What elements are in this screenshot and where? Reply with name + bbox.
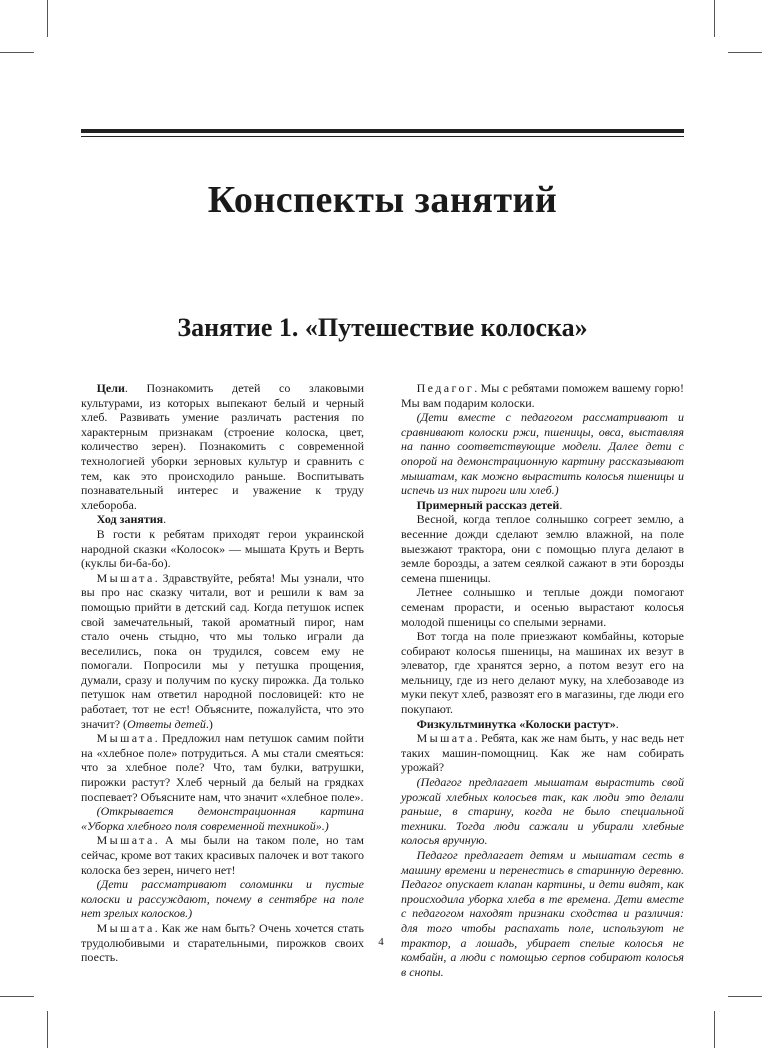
story-label: Примерный рассказ детей: [416, 497, 560, 512]
crop-mark: [728, 52, 762, 53]
chapter-title: Конспекты занятий: [207, 179, 558, 221]
crop-mark: [0, 996, 34, 997]
mice-speech-5: [401, 731, 684, 775]
stage-direction-3: (Дети вместе с педагогом рассматривают и сравнивают колоски ржи, пшеницы, овса, выставляя на панно соответствующие модели. Далее дети с опорой на демонстрационную картину рассказывают мышатам, как можно вырастить колосья пшеницы и испечь из них пироги или хлеб.): [401, 410, 684, 498]
crop-mark: [47, 0, 48, 37]
speech-text: . Ребята, как же нам быть, у нас ведь нет таких машин-помощниц. Как же нам собирать урожай?: [401, 731, 684, 775]
mice-speech-2: [81, 731, 364, 804]
speech-text: . Предложил нам петушок самим пойти на «хлебное поле» потрудиться. А мы стали смеяться: что за хлебное поле? Что, там булки, ватрушки, пирожки растут? Хлеб черный да белый на грядках поспевает? Объясните нам, что значит «хлебное поле».: [81, 731, 364, 804]
story-heading: [401, 498, 684, 513]
stage-direction-1: (Открывается демонстрационная картина «Уборка хлебного поля современной техникой».): [81, 804, 364, 833]
header-rule-thin: [81, 136, 684, 137]
story-paragraph-3: Вот тогда на поле приезжают комбайны, которые собирают колосья пшеницы, на машинах их везут в элеватор, где хранятся зерно, а потом везут его на мельницу, где из него делают муку, на хлебозаводе из муки пекут хлеб, развозят его в магазины, где люди его покупают.: [401, 629, 684, 717]
speech-text: . Как же нам быть? Очень хочется стать трудолюбивыми и старательными, пирожков своих поесть.: [81, 920, 364, 965]
intro-paragraph: В гости к ребятам приходят герои украинской народной сказки «Колосок» — мышата Круть и Верть (куклы би-ба-бо).: [81, 526, 364, 571]
right-column: [401, 381, 684, 979]
speaker-mice: Мышата: [96, 920, 155, 935]
crop-mark: [714, 0, 715, 37]
goals-label: Цели: [96, 381, 125, 395]
stage-direction-5: Педагог предлагает детям и мышатам сесть в машину времени и перенестись в старинную деревню. Педагог опускает клапан картины, и дети видят, как происходила уборка хлеба в те времена. Дети вместе с педагогом находят признаки сходства и различия: для того чтобы распахать поле, используют не трактор, а лошадь, убирает спелые колосья не комбайн, а люди с помощью серпов собирают колосья в снопы.: [401, 848, 684, 979]
speaker-mice: Мышата: [96, 570, 155, 585]
speaker-mice: Мышата: [416, 731, 475, 746]
phys-heading: [401, 717, 684, 732]
speech-text: . А мы были на таком поле, но там сейчас, кроме вот таких красивых палочек и вот такого колоска без зерен, ничего нет!: [81, 833, 364, 877]
crop-mark: [714, 1011, 715, 1048]
speech-italic: Ответы детей: [127, 716, 206, 731]
header-rule-thick: [81, 129, 684, 133]
left-column: [81, 381, 364, 965]
teacher-speech-1: [401, 381, 684, 410]
course-label: Ход занятия: [96, 512, 164, 527]
speech-end: .): [205, 716, 213, 731]
speaker-mice: Мышата: [96, 833, 155, 848]
crop-mark: [0, 52, 34, 53]
mice-speech-1: [81, 571, 364, 732]
story-dot: .: [559, 497, 563, 512]
phys-dot: .: [615, 716, 619, 731]
course-heading: [81, 512, 364, 527]
phys-label: Физкультминутка «Колоски растут»: [416, 716, 616, 731]
speech-text: . Мы с ребятами поможем вашему горю! Мы вам подарим колоски.: [401, 381, 684, 410]
lesson-title: Занятие 1. «Путешествие колоска»: [177, 313, 588, 342]
speaker-teacher: Педагог: [416, 381, 475, 395]
page-number: 4: [378, 936, 384, 948]
speech-text: . Здравствуйте, ребята! Мы узнали, что вы про нас сказку читали, вот и решили к вам за помощью прийти в детский сад. Когда петушок испек свой замечательный, такой ароматный пирог, нам стало очень стыдно, что мы только играли да веселились, пока он трудился, совсем ему не помогали. Попросили мы у петушка прощения, думали, сразу и получим по куску пирожка. Да только петушок нам ответил народной пословицей: кто не работает, тот не ест! Объясните, пожалуйста, что это значит? (: [81, 570, 364, 731]
stage-direction-2: (Дети рассматривают соломинки и пустые колоски и рассуждают, почему в сентябре на поле нет зрелых колосков.): [81, 877, 364, 921]
crop-mark: [47, 1011, 48, 1048]
story-paragraph-1: Весной, когда теплое солнышко согреет землю, а весенние дожди сделают землю влажной, на поле выезжают трактора, они с помощью плуга делают в земле борозды, а затем сеялкой сажают в эти борозды семена пшеницы.: [401, 512, 684, 585]
speaker-mice: Мышата: [96, 731, 155, 746]
story-paragraph-2: Летнее солнышко и теплые дожди помогают семенам прорасти, и осенью вырастают колосья молодой пшеницы со спелыми зернами.: [401, 585, 684, 629]
goals-paragraph: [81, 381, 364, 512]
goals-text: . Познакомить детей со злаковыми культурами, из которых выпекают белый и черный хлеб. Развивать умение различать растения по характерным признакам (строение колоска, цвет, количество зерен). Познакомить с современной технологией уборки зерновых культур и сравнить с тем, как это происходило раньше. Воспитывать познавательный интерес и уважение к труду хлебороба.: [81, 381, 364, 512]
course-dot: .: [163, 512, 167, 527]
mice-speech-3: [81, 833, 364, 877]
crop-mark: [728, 996, 762, 997]
stage-direction-4: (Педагог предлагает мышатам вырастить свой урожай хлебных колосьев так, как люди это делали раньше, в старину, когда не было специальной техники. Тогда люди сажали и убирали хлебные колосья вручную.: [401, 775, 684, 848]
